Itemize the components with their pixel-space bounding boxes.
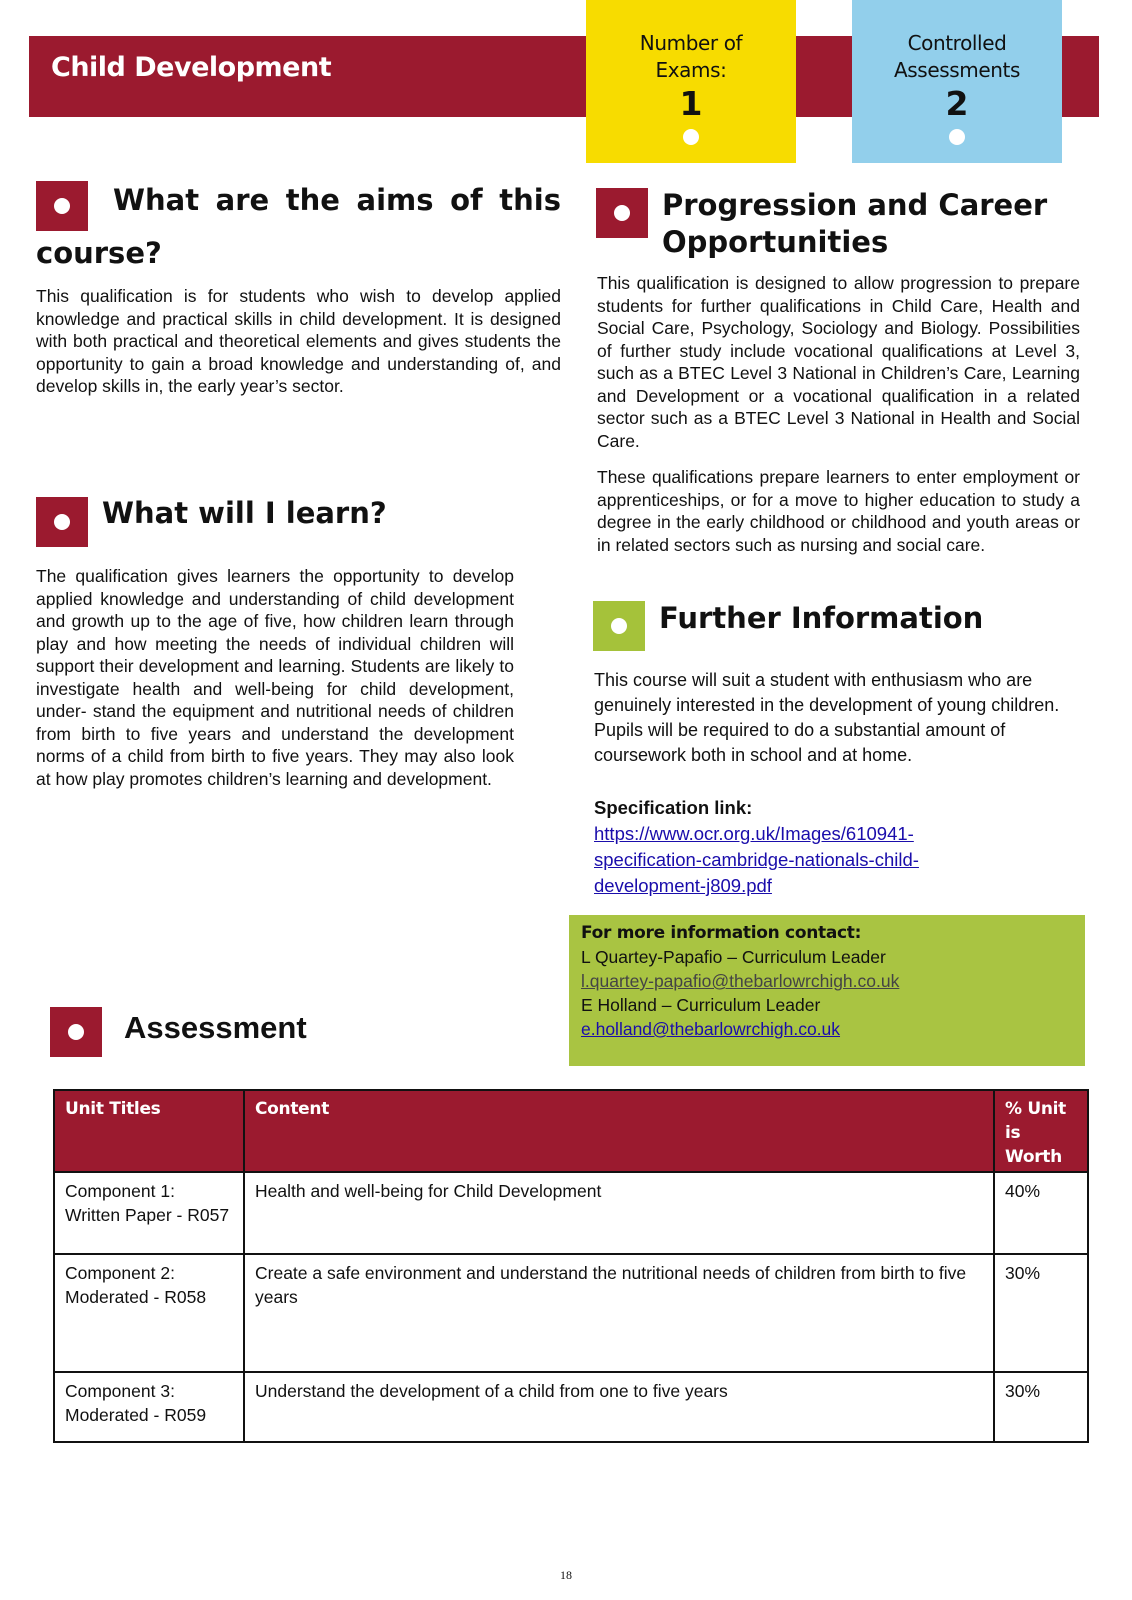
exams-label-line1: Number of [639, 31, 743, 55]
page-title: Child Development [51, 52, 332, 83]
contact-box [569, 915, 1085, 1066]
table-header-row [54, 1090, 1088, 1172]
exams-label-line2: Exams: [655, 58, 727, 82]
content-cell: Health and well-being for Child Development [244, 1172, 994, 1254]
section-bullet-icon [36, 497, 88, 547]
content-cell: Create a safe environment and understand the nutritional needs of children from birth to five years [244, 1254, 994, 1372]
further-body: This course will suit a student with enthusiasm who are genuinely interested in the development of young children. Pupils will be required to do a substantial amount of coursework both in school and at home. [594, 670, 1060, 765]
aims-heading-line2: course? [36, 236, 162, 270]
spec-link-line3[interactable]: development-j809.pdf [594, 875, 772, 896]
spec-link-line2[interactable]: specification-cambridge-nationals-child- [594, 849, 919, 870]
worth-cell: 30% [994, 1372, 1088, 1442]
progression-heading [662, 187, 1047, 261]
aims-heading-word: the [285, 183, 340, 217]
spec-link-block [594, 795, 919, 899]
exams-count: 1 [679, 84, 703, 123]
aims-body: This qualification is for students who wish to develop applied knowledge and practical skills in child development. It is designed with both practical and theoretical elements and gives students the opportunity to gain a broad knowledge and understanding of, and develop skills in, the early year’s sector. [36, 286, 561, 396]
bullet-dot-icon [949, 129, 965, 145]
column-header-unit: Unit Titles [54, 1090, 244, 1172]
progression-body-1: This qualification is designed to allow progression to prepare students for further qualifications in Child Care, Health and Social Care, Psychology, Sociology and Biology. Possibilities of further study include vocational qualifications at Level 3, such as a BTEC Level 3 National in Children’s Care, Learning and Development or a vocational qualification in a related sector such as a BTEC Level 3 National in Health and Social Care. [597, 273, 1080, 451]
aims-heading-word: this [499, 183, 561, 217]
column-header-worth: % Unit is Worth [994, 1090, 1088, 1172]
contact-email-2[interactable]: e.holland@thebarlowrchigh.co.uk [581, 1019, 841, 1039]
table-row [54, 1372, 1088, 1442]
contact-person-1: L Quartey-Papafio – Curriculum Leader [581, 947, 886, 967]
progression-heading-line1: Progression and Career [662, 188, 1048, 222]
progression-heading-line2: Opportunities [662, 225, 889, 259]
table-row [54, 1254, 1088, 1372]
unit-title-cell: Component 1: Written Paper - R057 [54, 1172, 244, 1254]
aims-heading-word: of [450, 183, 483, 217]
table-row [54, 1172, 1088, 1254]
progression-body-2: These qualifications prepare learners to enter employment or apprenticeships, or for a move to higher education to study a degree in the early childhood or childhood and youth areas or in related sectors such as nursing and social care. [597, 467, 1080, 555]
section-bullet-icon [596, 188, 648, 238]
unit-title-cell: Component 2: Moderated - R058 [54, 1254, 244, 1372]
learn-heading: What will I learn? [102, 496, 387, 530]
further-heading: Further Information [659, 601, 984, 635]
spec-link[interactable] [594, 821, 919, 899]
controlled-label-line2: Assessments [894, 58, 1020, 82]
content-cell: Understand the development of a child from one to five years [244, 1372, 994, 1442]
section-bullet-icon [36, 181, 88, 231]
spec-link-line1[interactable]: https://www.ocr.org.uk/Images/610941- [594, 823, 914, 844]
section-bullet-icon [50, 1007, 102, 1057]
aims-heading-word: What [113, 183, 200, 217]
controlled-assessments-box [852, 0, 1062, 163]
page-number: 18 [560, 1568, 572, 1582]
worth-cell: 30% [994, 1254, 1088, 1372]
contact-person-2: E Holland – Curriculum Leader [581, 995, 821, 1015]
contact-heading: For more information contact: [581, 923, 862, 943]
exams-count-box [586, 0, 796, 163]
section-bullet-icon [593, 601, 645, 651]
worth-cell: 40% [994, 1172, 1088, 1254]
controlled-label-line1: Controlled [907, 31, 1007, 55]
bullet-dot-icon [683, 129, 699, 145]
contact-email-1[interactable]: l.quartey-papafio@thebarlowrchigh.co.uk [581, 971, 900, 991]
unit-title-cell: Component 3: Moderated - R059 [54, 1372, 244, 1442]
spec-link-label: Specification link: [594, 797, 753, 818]
aims-heading-word: aims [356, 183, 434, 217]
aims-heading-word: are [215, 183, 270, 217]
controlled-count: 2 [945, 84, 969, 123]
column-header-content: Content [244, 1090, 994, 1172]
learn-body: The qualification gives learners the opportunity to develop applied knowledge and understanding of child development and growth up to the age of five, how children learn through play and how meeting the needs of individual children will support their development and learning. Students are likely to investigate health and well-being for child development, under- stand the equipment and nutritional needs of children from birth to five years and understand the development norms of a child from birth to five years. They may also look at how play promotes children’s learning and development. [36, 566, 514, 789]
assessment-heading: Assessment [124, 1010, 307, 1045]
assessment-table [53, 1089, 1089, 1443]
aims-heading [113, 183, 561, 217]
